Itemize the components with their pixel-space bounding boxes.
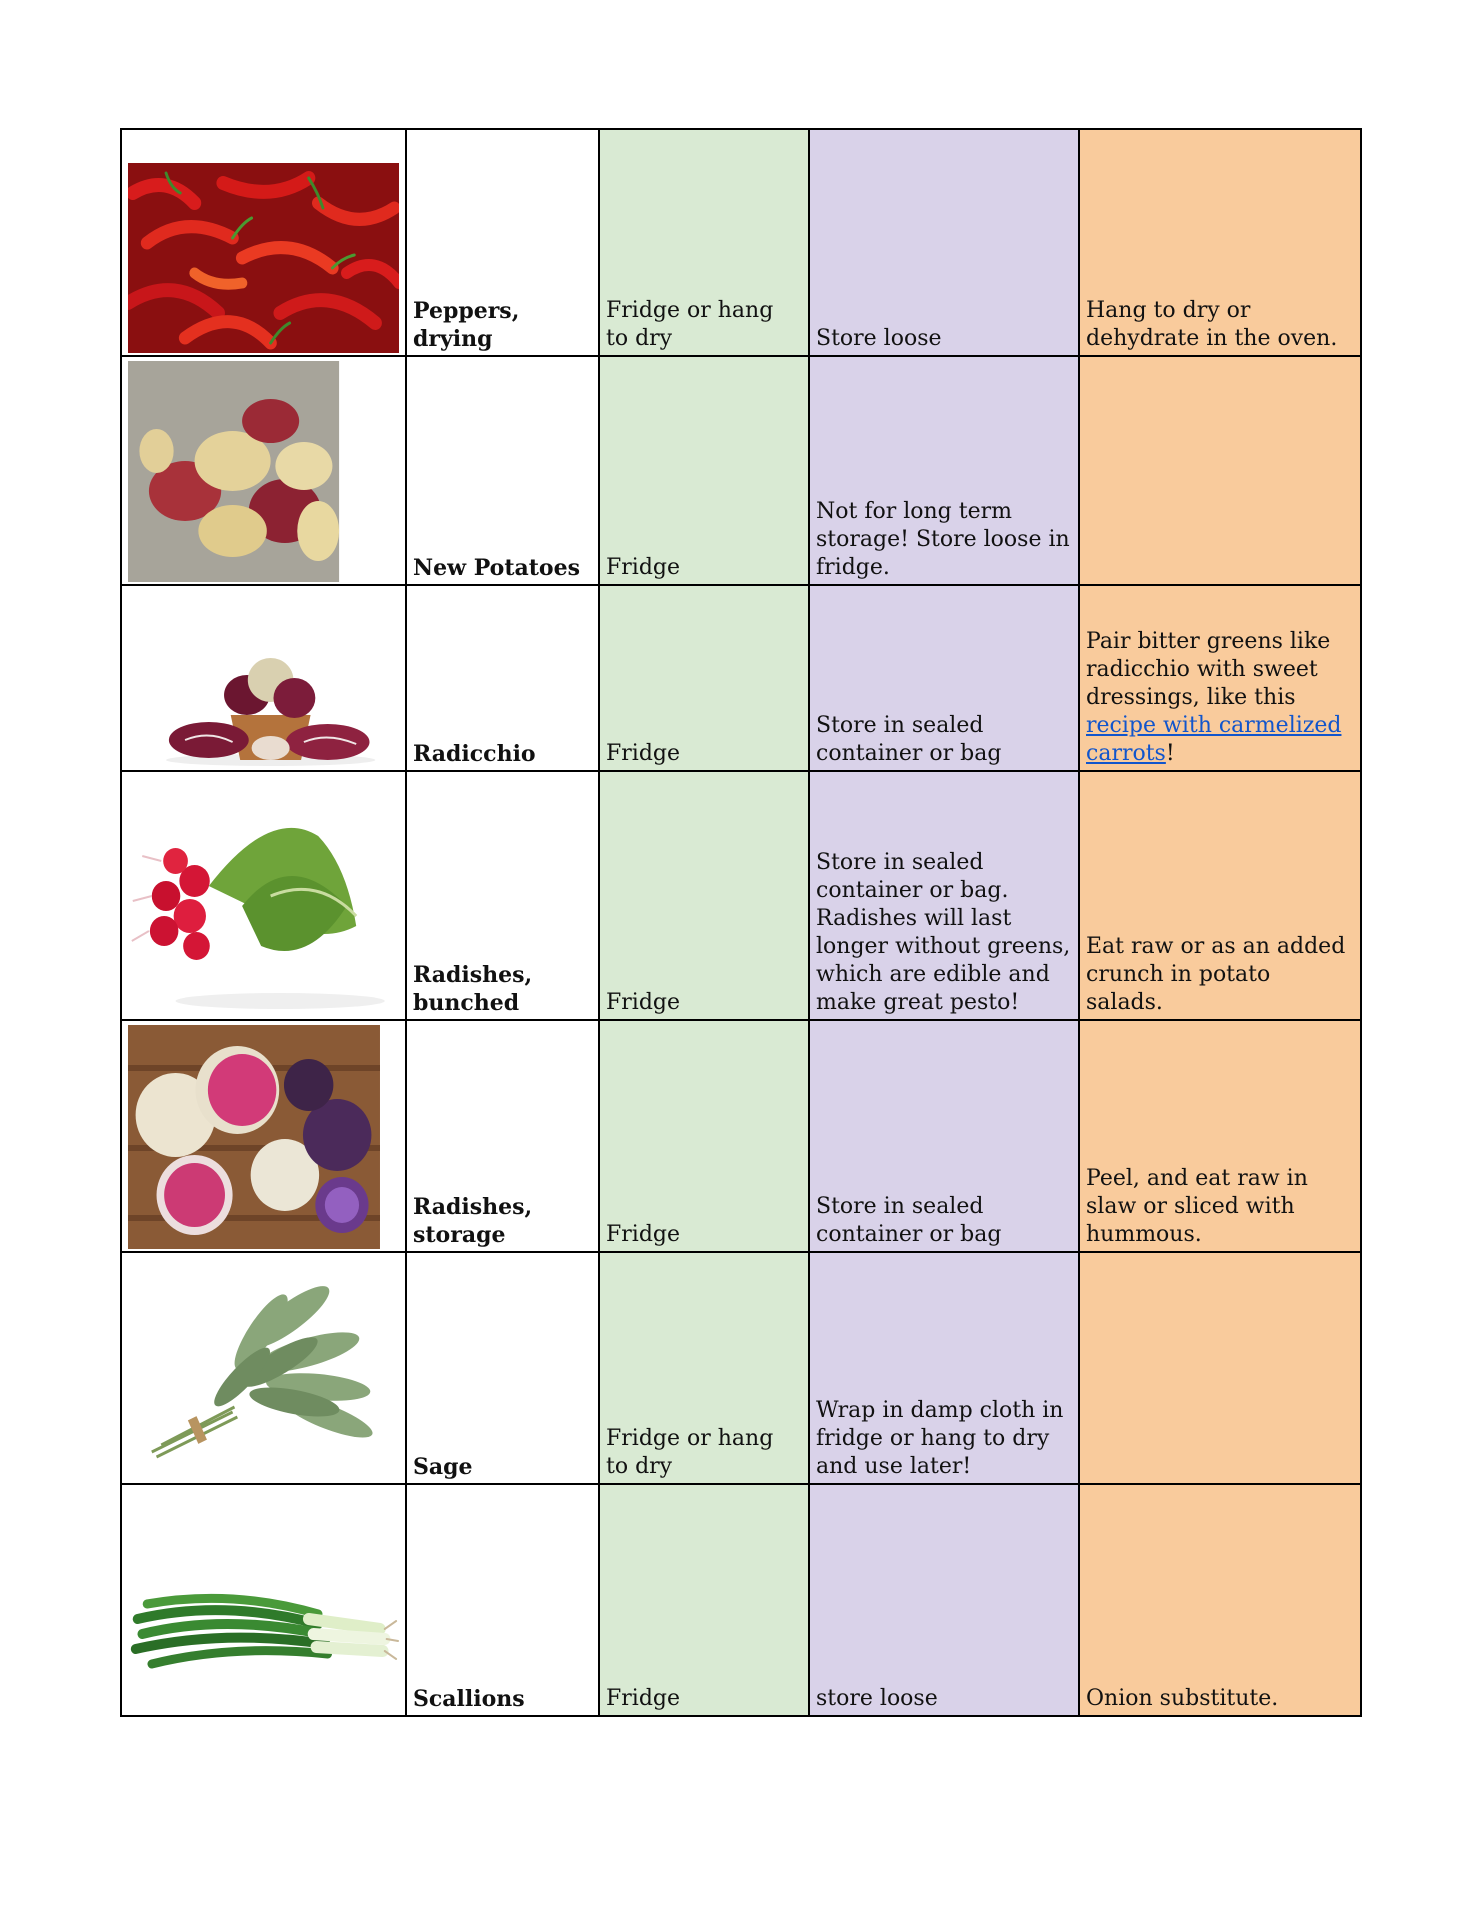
storage-location: Fridge: [599, 771, 809, 1020]
storage-location: Fridge or hang to dry: [599, 1252, 809, 1484]
usage-tip: Peel, and eat raw in slaw or sliced with hummous.: [1079, 1020, 1361, 1252]
usage-tip: [1079, 1252, 1361, 1484]
produce-name: Scallions: [406, 1484, 599, 1716]
usage-tip-text: Pair bitter greens like radicchio with sweet dressings, like this: [1086, 629, 1331, 710]
table-row: [121, 1484, 1361, 1716]
storage-method: Store in sealed container or bag. Radishes will last longer without greens, which are edible and make great pesto!: [809, 771, 1079, 1020]
storage-method: Store in sealed container or bag: [809, 1020, 1079, 1252]
radishes-bunch-photo: [128, 776, 399, 1017]
usage-tip: Eat raw or as an added crunch in potato salads.: [1079, 771, 1361, 1020]
image-cell: [121, 1020, 406, 1252]
table-row: [121, 129, 1361, 356]
image-cell: [121, 129, 406, 356]
image-cell: [121, 1484, 406, 1716]
produce-name: New Potatoes: [406, 356, 599, 585]
storage-method: store loose: [809, 1484, 1079, 1716]
storage-radishes-photo: [128, 1025, 399, 1249]
produce-storage-table: [120, 128, 1362, 1717]
radicchio-photo: [128, 590, 399, 768]
usage-tip: Hang to dry or dehydrate in the oven.: [1079, 129, 1361, 356]
storage-location: Fridge or hang to dry: [599, 129, 809, 356]
image-cell: [121, 1252, 406, 1484]
storage-method: Store loose: [809, 129, 1079, 356]
table-row: [121, 585, 1361, 771]
storage-location: Fridge: [599, 585, 809, 771]
storage-method: Wrap in damp cloth in fridge or hang to dry and use later!: [809, 1252, 1079, 1484]
table-row: [121, 356, 1361, 585]
usage-tip: Onion substitute.: [1079, 1484, 1361, 1716]
storage-location: Fridge: [599, 1484, 809, 1716]
image-cell: [121, 771, 406, 1020]
storage-location: Fridge: [599, 1020, 809, 1252]
red-chili-peppers-photo: [128, 163, 399, 353]
sage-bundle-photo: [128, 1257, 399, 1481]
storage-location: Fridge: [599, 356, 809, 585]
storage-method: Store in sealed container or bag: [809, 585, 1079, 771]
usage-tip-end: !: [1165, 741, 1175, 766]
usage-tip: [1079, 356, 1361, 585]
table-row: [121, 771, 1361, 1020]
table-row: [121, 1252, 1361, 1484]
produce-name: Radishes, bunched: [406, 771, 599, 1020]
usage-tip: [1079, 585, 1361, 771]
produce-name: Sage: [406, 1252, 599, 1484]
image-cell: [121, 585, 406, 771]
table-row: [121, 1020, 1361, 1252]
scallions-photo: [128, 1489, 399, 1713]
produce-name: Radicchio: [406, 585, 599, 771]
new-potatoes-photo: [128, 361, 399, 582]
produce-name: Peppers, drying: [406, 129, 599, 356]
recipe-link[interactable]: recipe with carmelized carrots: [1086, 713, 1342, 766]
produce-name: Radishes, storage: [406, 1020, 599, 1252]
storage-method: Not for long term storage! Store loose in fridge.: [809, 356, 1079, 585]
image-cell: [121, 356, 406, 585]
